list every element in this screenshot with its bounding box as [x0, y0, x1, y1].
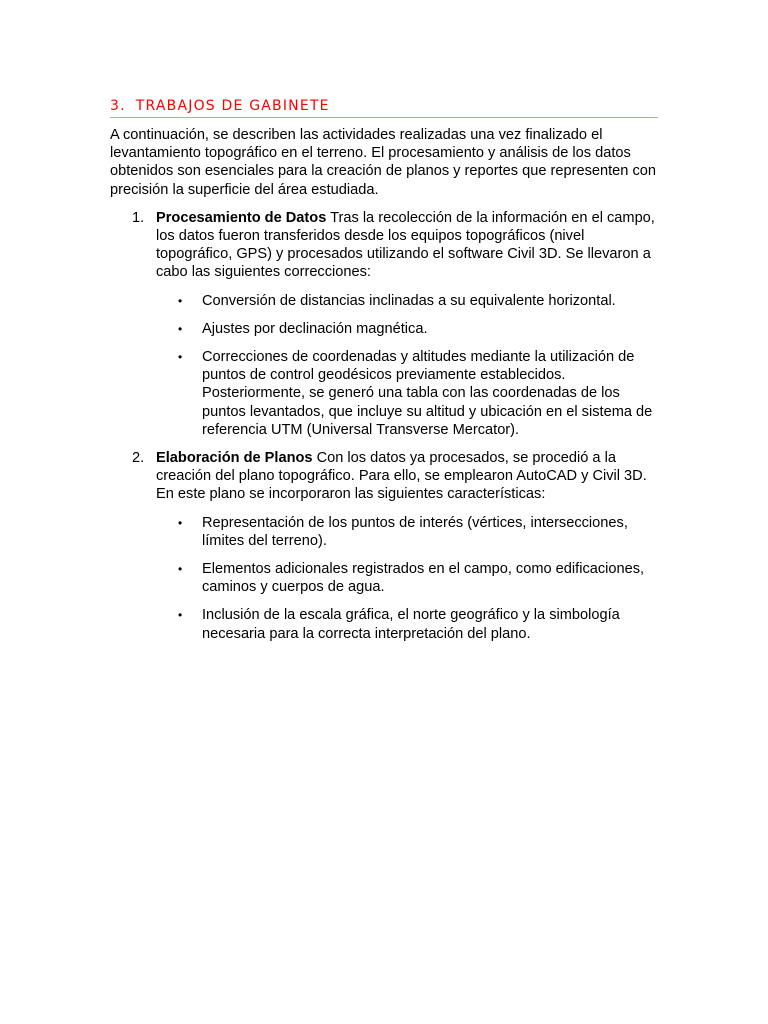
numbered-list	[110, 209, 658, 643]
list-item-lead	[156, 209, 658, 282]
list-number: 2.	[132, 450, 145, 467]
section-heading	[110, 96, 658, 118]
section-number: 3.	[110, 98, 126, 114]
bullet-icon: •	[178, 562, 183, 577]
bullet-text: Elementos adicionales registrados en el campo, como edificaciones, caminos y cuerpos de agua.	[202, 561, 645, 596]
bullet-item	[156, 514, 658, 550]
bullet-item	[156, 292, 658, 310]
bullet-item	[156, 320, 658, 338]
list-item-title: Procesamiento de Datos	[156, 209, 327, 226]
list-item-text: Con los datos ya procesados, se procedió a la creación del plano topográfico. Para ello, se emplearon AutoCAD y Civil 3D. En este plano se incorporaron las siguientes características:	[156, 450, 647, 503]
list-item-lead	[156, 449, 658, 504]
bullet-item	[156, 348, 658, 439]
bullet-icon: •	[178, 293, 183, 308]
section-title: TRABAJOS DE GABINETE	[135, 98, 330, 114]
bullet-icon: •	[178, 321, 183, 336]
bullet-list	[156, 292, 658, 439]
bullet-text: Representación de los puntos de interés (vértices, intersecciones, límites del terreno).	[202, 514, 628, 549]
bullet-list	[156, 514, 658, 643]
list-item-elaboracion	[110, 449, 658, 643]
list-number: 1.	[132, 209, 145, 226]
bullet-text: Ajustes por declinación magnética.	[202, 320, 428, 337]
list-item-procesamiento	[110, 209, 658, 439]
list-item-title: Elaboración de Planos	[156, 450, 313, 467]
bullet-icon: •	[178, 350, 183, 365]
bullet-icon: •	[178, 608, 183, 623]
intro-paragraph: A continuación, se describen las actividades realizadas una vez finalizado el levantamiento topográfico en el terreno. El procesamiento y análisis de los datos obtenidos son esenciales para la creación de planos y reportes que representen con precisión la superficie del área estudiada.	[110, 127, 656, 198]
bullet-icon: •	[178, 515, 183, 530]
bullet-item	[156, 606, 658, 642]
bullet-item	[156, 560, 658, 596]
document-page	[110, 96, 658, 653]
list-item-text: Tras la recolección de la información en el campo, los datos fueron transferidos desde los equipos topográficos (nivel topográfico, GPS) y procesados utilizando el software Civil 3D. Se llevaron a cabo las siguientes correcciones:	[156, 209, 655, 281]
bullet-text: Inclusión de la escala gráfica, el norte geográfico y la simbología necesaria para la correcta interpretación del plano.	[202, 607, 620, 642]
bullet-text: Conversión de distancias inclinadas a su equivalente horizontal.	[202, 292, 616, 309]
bullet-text: Correcciones de coordenadas y altitudes mediante la utilización de puntos de control geodésicos previamente establecidos. Posteriormente, se generó una tabla con las coordenadas de los puntos levantados, que incluye su altitud y ubicación en el sistema de referencia UTM (Universal Transverse Mercator).	[202, 349, 653, 438]
